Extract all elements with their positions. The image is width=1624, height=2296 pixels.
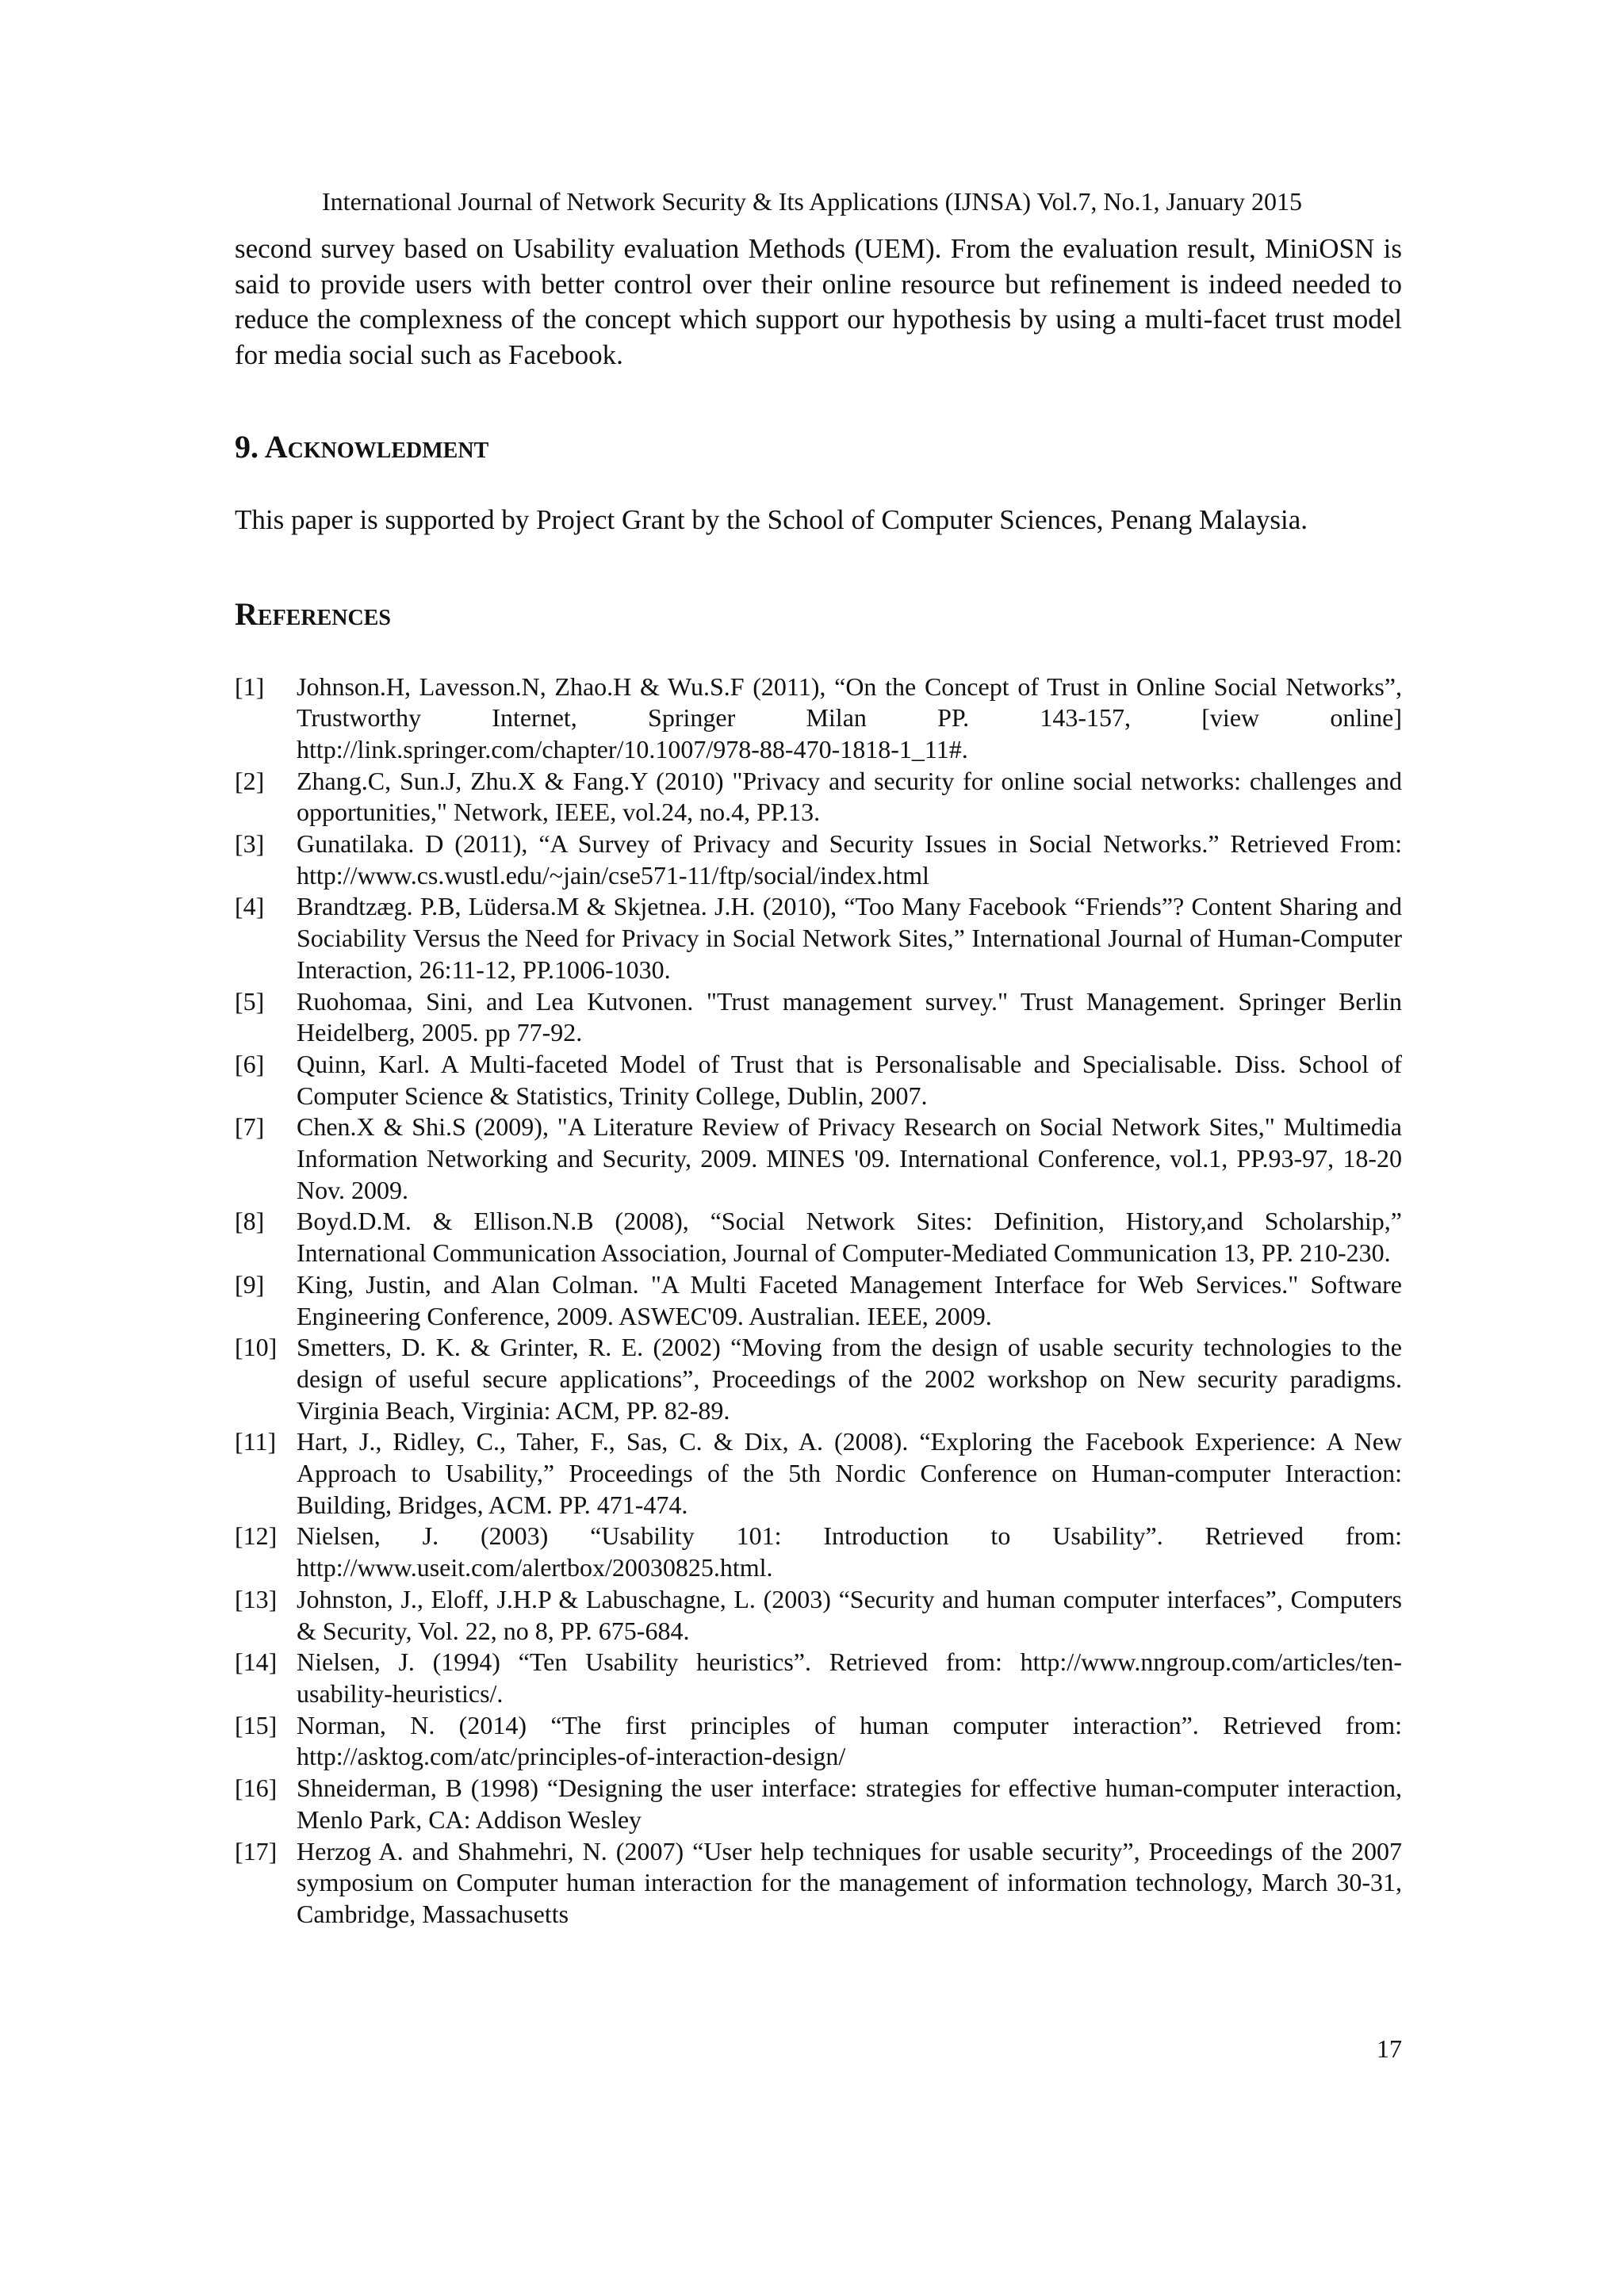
reference-number: [15] (235, 1710, 278, 1739)
reference-item (235, 1836, 1402, 1931)
reference-number: [12] (235, 1521, 278, 1551)
reference-number: [14] (235, 1647, 278, 1677)
reference-list (235, 672, 1402, 1931)
reference-number: [6] (235, 1049, 265, 1078)
reference-text: King, Justin, and Alan Colman. "A Multi Faceted Management Interface for Web Services." Software Engineering Conference, 2009. ASWEC'09. Australian. IEEE, 2009. (297, 1269, 1402, 1330)
reference-item (235, 1521, 1402, 1583)
reference-item (235, 1112, 1402, 1206)
acknowledgment-heading: 9. Acknowledment (235, 429, 489, 465)
reference-item (235, 986, 1402, 1049)
reference-item (235, 766, 1402, 828)
page-number: 17 (1377, 2034, 1402, 2063)
reference-item (235, 828, 1402, 891)
reference-item (235, 672, 1402, 766)
reference-number: [7] (235, 1112, 265, 1142)
acknowledgment-text: This paper is supported by Project Grant by the School of Computer Sciences, Penang Malaysia. (235, 504, 1308, 535)
reference-item (235, 1710, 1402, 1773)
reference-item (235, 1332, 1402, 1426)
reference-item (235, 1206, 1402, 1269)
reference-text: Nielsen, J. (1994) “Ten Usability heuristics”. Retrieved from: http://www.nngroup.com/articles/ten-usability-heuristics/. (297, 1647, 1402, 1708)
reference-item (235, 1773, 1402, 1835)
reference-item (235, 1647, 1402, 1709)
reference-text: Norman, N. (2014) “The first principles of human computer interaction”. Retrieved from: http://asktog.com/atc/principles-of-interaction-design/ (297, 1710, 1402, 1771)
reference-text: Brandtzæg. P.B, Lüdersa.M & Skjetnea. J.H. (2010), “Too Many Facebook “Friends”? Content Sharing and Sociability Versus the Need for Privacy in Social Network Sites,” International Journal of Human-Computer Interaction, 26:11-12, PP.1006-1030. (297, 892, 1402, 984)
reference-text: Quinn, Karl. A Multi-faceted Model of Trust that is Personalisable and Specialisable. Diss. School of Computer Science & Statistics, Trinity College, Dublin, 2007. (297, 1049, 1402, 1110)
reference-text: Hart, J., Ridley, C., Taher, F., Sas, C. & Dix, A. (2008). “Exploring the Facebook Experience: A New Approach to Usability,” Proceedings of the 5th Nordic Conference on Human-computer Interaction: Building, Bridges, ACM. PP. 471-474. (297, 1427, 1402, 1519)
reference-number: [8] (235, 1207, 265, 1236)
reference-item (235, 891, 1402, 985)
running-header: International Journal of Network Security & Its Applications (IJNSA) Vol.7, No.1, January 2015 (322, 187, 1302, 216)
reference-text: Herzog A. and Shahmehri, N. (2007) “User help techniques for usable security”, Proceedings of the 2007 symposium on Computer human interaction for the management of information technology, March 30-31, Cambridge, Massachusetts (297, 1836, 1402, 1928)
reference-text: Shneiderman, B (1998) “Designing the user interface: strategies for effective human-computer interaction, Menlo Park, CA: Addison Wesley (297, 1774, 1402, 1834)
intro-paragraph: second survey based on Usability evaluation Methods (UEM). From the evaluation result, MiniOSN is said to provide users with better control over their online resource but refinement is indeed needed to reduce the complexness of the concept which support our hypothesis by using a multi-facet trust model for media social such as Facebook. (235, 233, 1402, 370)
reference-number: [9] (235, 1269, 265, 1299)
reference-text: Gunatilaka. D (2011), “A Survey of Privacy and Security Issues in Social Networks.” Retrieved From: http://www.cs.wustl.edu/~jain/cse571-11/ftp/social/index.html (297, 829, 1402, 890)
reference-item (235, 1584, 1402, 1647)
reference-number: [5] (235, 986, 265, 1016)
reference-number: [13] (235, 1584, 278, 1613)
reference-text: Smetters, D. K. & Grinter, R. E. (2002) “Moving from the design of usable security technologies to the design of useful secure applications”, Proceedings of the 2002 workshop on New security paradigms. Virginia Beach, Virginia: ACM, PP. 82-89. (297, 1333, 1402, 1425)
reference-number: [2] (235, 766, 265, 795)
reference-item (235, 1426, 1402, 1521)
reference-text: Boyd.D.M. & Ellison.N.B (2008), “Social Network Sites: Definition, History,and Scholarship,” International Communication Association, Journal of Computer-Mediated Communication 13, PP. 210-230. (297, 1207, 1402, 1268)
reference-number: [4] (235, 892, 265, 921)
reference-text: Chen.X & Shi.S (2009), "A Literature Review of Privacy Research on Social Network Sites," Multimedia Information Networking and Security, 2009. MINES '09. International Conference, vol.1, PP.93-97, 18-20 Nov. 2009. (297, 1112, 1402, 1204)
reference-number: [3] (235, 829, 265, 859)
reference-text: Ruohomaa, Sini, and Lea Kutvonen. "Trust management survey." Trust Management. Springer Berlin Heidelberg, 2005. pp 77-92. (297, 986, 1402, 1047)
reference-item (235, 1049, 1402, 1112)
reference-number: [10] (235, 1333, 278, 1362)
references-heading: References (235, 595, 391, 632)
reference-number: [16] (235, 1774, 278, 1803)
reference-text: Johnston, J., Eloff, J.H.P & Labuschagne, L. (2003) “Security and human computer interfaces”, Computers & Security, Vol. 22, no 8, PP. 675-684. (297, 1584, 1402, 1645)
reference-text: Nielsen, J. (2003) “Usability 101: Introduction to Usability”. Retrieved from: http://www.useit.com/alertbox/20030825.html. (297, 1521, 1402, 1582)
page-content (235, 232, 1402, 1931)
reference-number: [11] (235, 1427, 277, 1456)
reference-text: Zhang.C, Sun.J, Zhu.X & Fang.Y (2010) "Privacy and security for online social networks: challenges and opportunities," Network, IEEE, vol.24, no.4, PP.13. (297, 766, 1402, 827)
reference-text: Johnson.H, Lavesson.N, Zhao.H & Wu.S.F (2011), “On the Concept of Trust in Online Social Networks”, Trustworthy Internet, Springer Milan PP. 143-157, [view online] http://link.springer.com/chapter/10.1007/978-88-470-1818-1_11#. (297, 672, 1402, 763)
reference-number: [17] (235, 1836, 278, 1866)
reference-item (235, 1269, 1402, 1332)
reference-number: [1] (235, 672, 265, 701)
